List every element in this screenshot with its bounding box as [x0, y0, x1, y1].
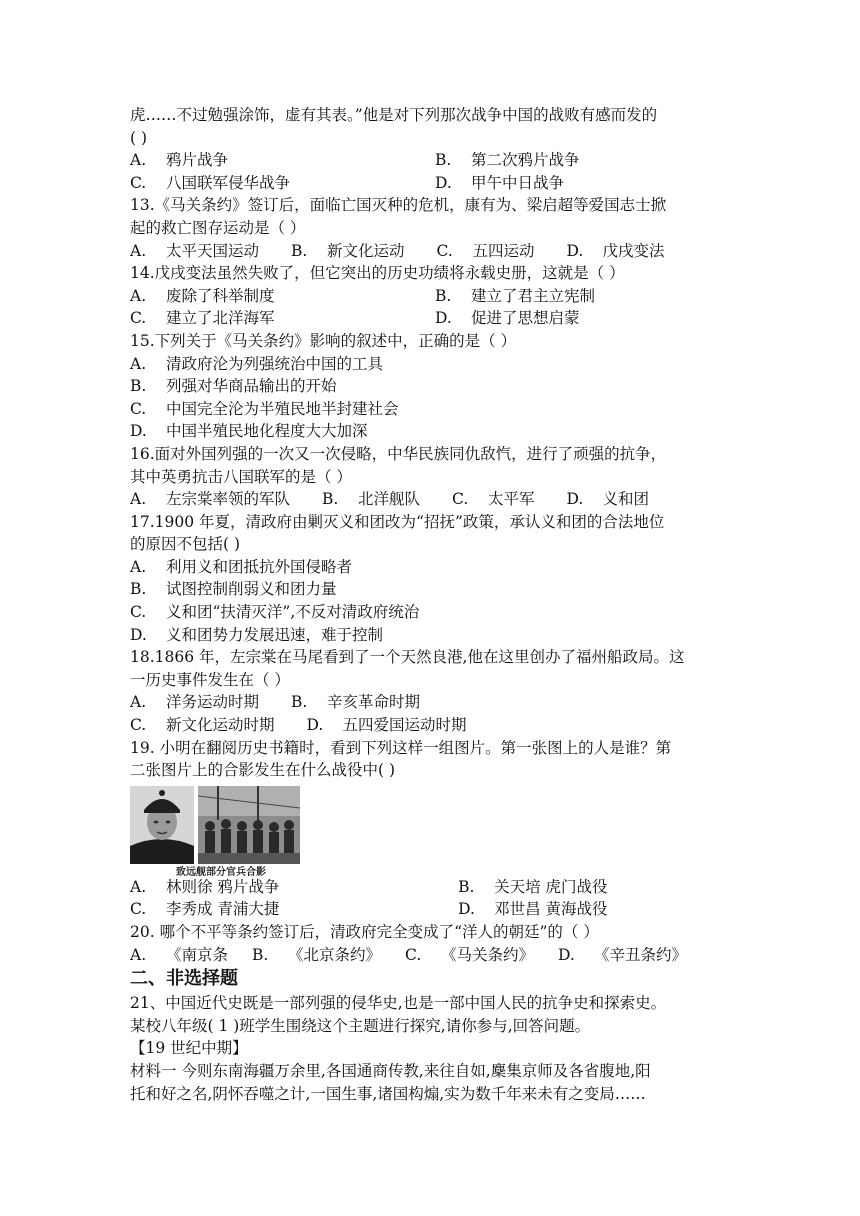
q15-text-line1: 15.下列关于《马关条约》影响的叙述中，正确的是（ ）: [130, 331, 517, 350]
q20-option-d: D. 《辛丑条约》: [558, 945, 688, 964]
q12-options-row2: [130, 172, 740, 195]
q17-option-d: D. 义和团势力发展迅速，难于控制: [130, 625, 384, 644]
q14-text-line1: 14.戊戌变法虽然失败了，但它突出的历史功绩将永载史册，这就是（ ）: [130, 264, 625, 283]
q17-option-a: A. 利用义和团抵抗外国侵略者: [130, 557, 353, 576]
q12-text-line2: ( ): [130, 128, 148, 147]
q14-option-a: A. 废除了科举制度: [130, 286, 275, 305]
q19-option-d: D. 邓世昌 黄海战役: [458, 900, 608, 919]
q19-photo-group: [130, 786, 740, 876]
q14-option-c: C. 建立了北洋海军: [130, 309, 275, 328]
q20-text-line1: 20. 哪个不平等条约签订后，清政府完全变成了“洋人的朝廷”的（ ）: [130, 923, 599, 941]
q16-options-row: [130, 488, 740, 511]
q12-text-line1: 虎……不过勉强涂饰，虚有其表。”他是对下列那次战争中国的战败有感而发的: [130, 106, 658, 124]
q18-text-line1: 18.1866 年，左宗棠在马尾看到了一个天然良港,他在这里创办了福州船政局。这: [130, 648, 685, 667]
q19-options-row2: [130, 898, 740, 921]
material-one-line1: 材料一 今则东南海疆万余里,各国通商传教,来往自如,麇集京师及各省腹地,阳: [130, 1061, 651, 1080]
q16-text-line1: 16.面对外国列强的一次又一次侵略，中华民族同仇敌忾，进行了顽强的抗争，: [130, 444, 667, 463]
q12-option-b: B. 第二次鸦片战争: [435, 151, 580, 170]
q21-text-line1: 21、中国近代史既是一部列强的侵华史,也是一部中国人民的抗争史和探索史。: [130, 994, 667, 1013]
q16-option-d: D. 义和团: [566, 490, 650, 509]
q16-option-a: A. 左宗棠率领的军队: [130, 490, 291, 509]
q13-option-b: B. 新文化运动: [291, 241, 405, 260]
q19-text-line2: 二张图片上的合影发生在什么战役中( ): [130, 761, 396, 780]
q19-option-c: C. 李秀成 青浦大捷: [130, 900, 280, 919]
q18-option-d: D. 五四爱国运动时期: [306, 716, 467, 735]
q12-options-row1: [130, 149, 740, 172]
group-photo-caption: 致远舰部分官兵合影: [176, 866, 266, 878]
portrait-photo: [130, 786, 194, 864]
q17-text-line1: 17.1900 年夏，清政府由剿灭义和团改为“招抚”政策，承认义和团的合法地位: [130, 512, 665, 531]
q18-options-row1: [130, 691, 740, 714]
q19-option-a: A. 林则徐 鸦片战争: [130, 877, 280, 896]
q16-option-c: C. 太平军: [452, 490, 535, 509]
q18-option-a: A. 洋务运动时期: [130, 693, 260, 712]
q20-option-b: B. 《北京条约》: [252, 945, 382, 964]
q18-options-row2: [130, 714, 740, 737]
q12-option-d: D. 甲午中日战争: [435, 173, 565, 192]
q13-option-c: C. 五四运动: [436, 241, 535, 260]
q13-text-line2: 起的救亡图存运动是（ ）: [130, 218, 306, 237]
q15-option-b: B. 列强对华商品输出的开始: [130, 377, 337, 396]
q14-options-row2: [130, 307, 740, 330]
q16-option-b: B. 北洋舰队: [322, 490, 421, 509]
q21-text-line2: 某校八年级( 1 )班学生围绕这个主题进行探究,请你参与,回答问题。: [130, 1016, 591, 1035]
q14-option-d: D. 促进了思想启蒙: [435, 309, 580, 328]
period-label: 【19 世纪中期】: [130, 1039, 248, 1058]
q16-text-line2: 其中英勇抗击八国联军的是（ ）: [130, 467, 352, 486]
q13-text-line1: 13.《马关条约》签订后，面临亡国灭种的危机，康有为、梁启超等爱国志士掀: [130, 196, 667, 215]
q17-option-b: B. 试图控制削弱义和团力量: [130, 580, 337, 599]
q18-option-b: B. 辛亥革命时期: [291, 693, 421, 712]
q19-option-b: B. 关天培 虎门战役: [458, 877, 608, 896]
q15-option-d: D. 中国半殖民地化程度大大加深: [130, 422, 368, 441]
q14-options-row1: [130, 285, 740, 308]
q15-option-c: C. 中国完全沦为半殖民地半封建社会: [130, 399, 399, 418]
q13-options-row: [130, 240, 740, 263]
q20-option-c: C. 《马关条约》: [405, 945, 535, 964]
q19-options-row1: [130, 876, 740, 899]
q17-option-c: C. 义和团“扶清灭洋”,不反对清政府统治: [130, 603, 420, 622]
q13-option-a: A. 太平天国运动: [130, 241, 260, 260]
q12-option-c: C. 八国联军侵华战争: [130, 173, 291, 192]
q20-options-row: [130, 944, 740, 967]
q14-option-b: B. 建立了君主立宪制: [435, 286, 596, 305]
q17-text-line2: 的原因不包括( ): [130, 535, 241, 554]
q19-text-line1: 19. 小明在翻阅历史书籍时，看到下列这样一组图片。第一张图上的人是谁？第: [130, 738, 672, 757]
q15-option-a: A. 清政府沦为列强统治中国的工具: [130, 354, 384, 373]
material-one-line2: 托和好之名,阴怀吞噬之计,一国生事,诸国构煽,实为数千年来未有之变局……: [130, 1084, 646, 1103]
q13-option-d: D. 戊戌变法: [566, 241, 665, 260]
group-photo: [198, 786, 300, 864]
q20-option-a: A. 《南京条: [130, 945, 229, 964]
document-page: [130, 104, 740, 1105]
q12-option-a: A. 鸦片战争: [130, 151, 229, 170]
q18-option-c: C. 新文化运动时期: [130, 716, 275, 735]
q18-text-line2: 一历史事件发生在（ ）: [130, 670, 290, 689]
section-heading: 二、非选择题: [130, 968, 238, 990]
